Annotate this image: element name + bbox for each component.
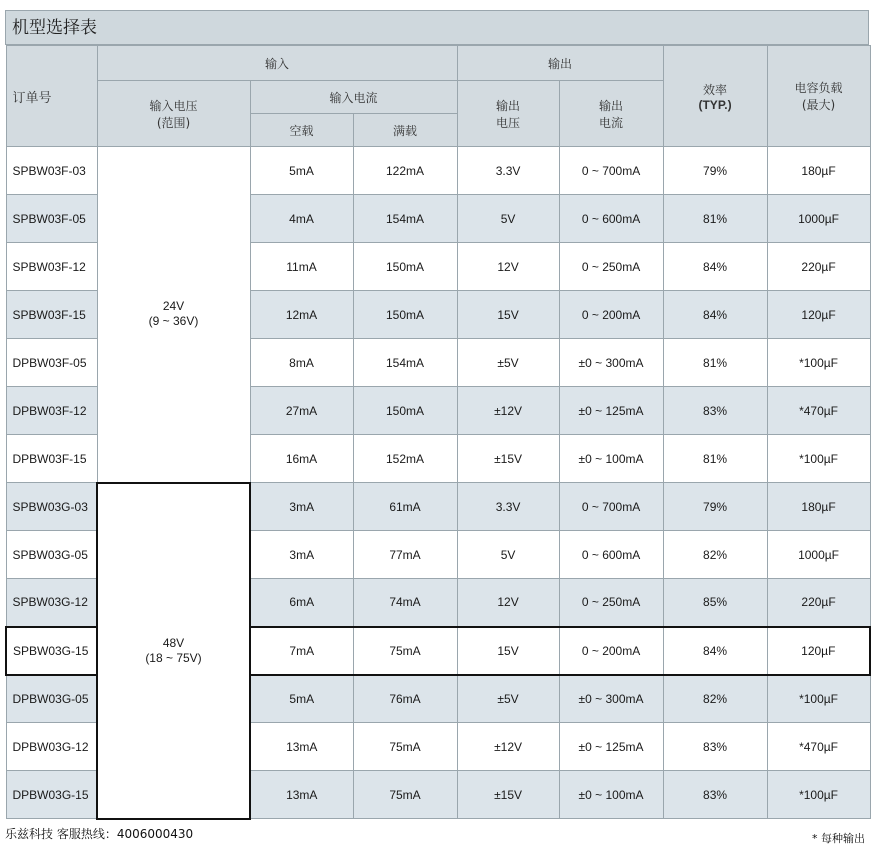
efficiency-cell: 83% [663,387,767,435]
no-load-cell: 13mA [250,723,353,771]
iout-cell: ±0 ~ 100mA [559,771,663,819]
cap-cell: *470µF [767,723,870,771]
header-input-current: 输入电流 [250,81,457,114]
iout-cell: ±0 ~ 125mA [559,387,663,435]
model-cell: SPBW03F-05 [6,195,97,243]
iout-cell: 0 ~ 250mA [559,243,663,291]
iout-cell: ±0 ~ 125mA [559,723,663,771]
full-load-cell: 76mA [353,675,457,723]
vout-cell: 15V [457,627,559,675]
full-load-cell: 75mA [353,771,457,819]
iout-cell: 0 ~ 200mA [559,291,663,339]
full-load-cell: 75mA [353,627,457,675]
model-cell: SPBW03G-05 [6,531,97,579]
model-cell: SPBW03F-12 [6,243,97,291]
no-load-cell: 3mA [250,531,353,579]
efficiency-cell: 82% [663,531,767,579]
efficiency-cell: 81% [663,339,767,387]
full-load-cell: 154mA [353,195,457,243]
vout-cell: 5V [457,531,559,579]
efficiency-cell: 83% [663,723,767,771]
efficiency-cell: 84% [663,627,767,675]
iout-cell: 0 ~ 600mA [559,531,663,579]
no-load-cell: 4mA [250,195,353,243]
input-voltage-value: 24V [162,299,185,314]
cap-cell: 120µF [767,627,870,675]
vout-cell: 3.3V [457,483,559,531]
cap-cell: 1000µF [767,195,870,243]
header-output: 输出 [457,46,663,81]
footer-hotline: 乐兹科技 客服热线：4006000430 [5,827,194,841]
model-cell: DPBW03G-12 [6,723,97,771]
efficiency-cell: 82% [663,675,767,723]
header-cap-load [767,46,870,147]
model-cell: DPBW03G-05 [6,675,97,723]
full-load-cell: 122mA [353,147,457,195]
input-voltage-value: 48V [162,635,185,650]
efficiency-cell: 79% [663,147,767,195]
full-load-cell: 154mA [353,339,457,387]
header-order-no: 订单号 [6,46,97,147]
header-output-current-l1: 输出 [599,98,624,113]
iout-cell: ±0 ~ 300mA [559,675,663,723]
no-load-cell: 11mA [250,243,353,291]
cap-cell: *470µF [767,387,870,435]
cap-cell: 1000µF [767,531,870,579]
efficiency-cell: 84% [663,291,767,339]
cap-cell: *100µF [767,435,870,483]
footer-note: * 每种输出 [812,832,865,845]
header-output-current-l2: 电流 [599,115,624,130]
model-cell: DPBW03F-12 [6,387,97,435]
no-load-cell: 16mA [250,435,353,483]
table-row [6,483,870,531]
vout-cell: 3.3V [457,147,559,195]
cap-cell: 180µF [767,147,870,195]
header-cap-load-label: 电容负载 [794,81,843,95]
no-load-cell: 5mA [250,675,353,723]
header-input-voltage-label: 输入电压 [149,98,198,113]
no-load-cell: 8mA [250,339,353,387]
full-load-cell: 150mA [353,243,457,291]
iout-cell: 0 ~ 700mA [559,483,663,531]
vout-cell: ±12V [457,387,559,435]
cap-cell: *100µF [767,675,870,723]
model-cell: DPBW03G-15 [6,771,97,819]
iout-cell: 0 ~ 700mA [559,147,663,195]
cap-cell: 120µF [767,291,870,339]
full-load-cell: 150mA [353,387,457,435]
model-cell: SPBW03F-15 [6,291,97,339]
iout-cell: 0 ~ 600mA [559,195,663,243]
header-efficiency [663,46,767,147]
header-no-load: 空载 [250,114,353,147]
full-load-cell: 77mA [353,531,457,579]
cap-cell: *100µF [767,339,870,387]
model-cell: SPBW03G-15 [6,627,97,675]
input-voltage-range: (18 ~ 75V) [145,650,202,665]
table-title: 机型选择表 [5,10,869,45]
model-cell: DPBW03F-15 [6,435,97,483]
efficiency-cell: 81% [663,435,767,483]
input-voltage-range: (9 ~ 36V) [148,314,199,329]
efficiency-cell: 81% [663,195,767,243]
efficiency-cell: 84% [663,243,767,291]
header-efficiency-typ: (TYP.) [698,97,732,112]
no-load-cell: 3mA [250,483,353,531]
efficiency-cell: 79% [663,483,767,531]
header-input-voltage [97,81,250,147]
full-load-cell: 75mA [353,723,457,771]
header-output-voltage-l2: 电压 [496,115,521,130]
model-cell: DPBW03F-05 [6,339,97,387]
iout-cell: 0 ~ 250mA [559,579,663,627]
cap-cell: *100µF [767,771,870,819]
model-selection-table [5,45,871,820]
vout-cell: ±5V [457,675,559,723]
iout-cell: ±0 ~ 300mA [559,339,663,387]
no-load-cell: 7mA [250,627,353,675]
table-row [6,147,870,195]
efficiency-cell: 85% [663,579,767,627]
input-voltage-group-48v [97,483,250,819]
header-full-load: 满载 [353,114,457,147]
cap-cell: 180µF [767,483,870,531]
vout-cell: 12V [457,579,559,627]
vout-cell: ±15V [457,771,559,819]
iout-cell: ±0 ~ 100mA [559,435,663,483]
header-input-voltage-range: (范围) [156,115,191,130]
model-cell: SPBW03G-03 [6,483,97,531]
input-voltage-group-24v [97,147,250,483]
header-output-voltage [457,81,559,147]
no-load-cell: 13mA [250,771,353,819]
no-load-cell: 6mA [250,579,353,627]
full-load-cell: 152mA [353,435,457,483]
no-load-cell: 27mA [250,387,353,435]
no-load-cell: 12mA [250,291,353,339]
header-output-voltage-l1: 输出 [496,98,521,113]
iout-cell: 0 ~ 200mA [559,627,663,675]
vout-cell: 15V [457,291,559,339]
full-load-cell: 61mA [353,483,457,531]
no-load-cell: 5mA [250,147,353,195]
vout-cell: ±12V [457,723,559,771]
model-cell: SPBW03G-12 [6,579,97,627]
full-load-cell: 74mA [353,579,457,627]
efficiency-cell: 83% [663,771,767,819]
vout-cell: 12V [457,243,559,291]
vout-cell: 5V [457,195,559,243]
full-load-cell: 150mA [353,291,457,339]
model-cell: SPBW03F-03 [6,147,97,195]
header-efficiency-label: 效率 [703,82,728,97]
header-output-current [559,81,663,147]
vout-cell: ±5V [457,339,559,387]
cap-cell: 220µF [767,579,870,627]
vout-cell: ±15V [457,435,559,483]
header-cap-load-max: (最大) [801,98,836,112]
cap-cell: 220µF [767,243,870,291]
header-input: 输入 [97,46,457,81]
